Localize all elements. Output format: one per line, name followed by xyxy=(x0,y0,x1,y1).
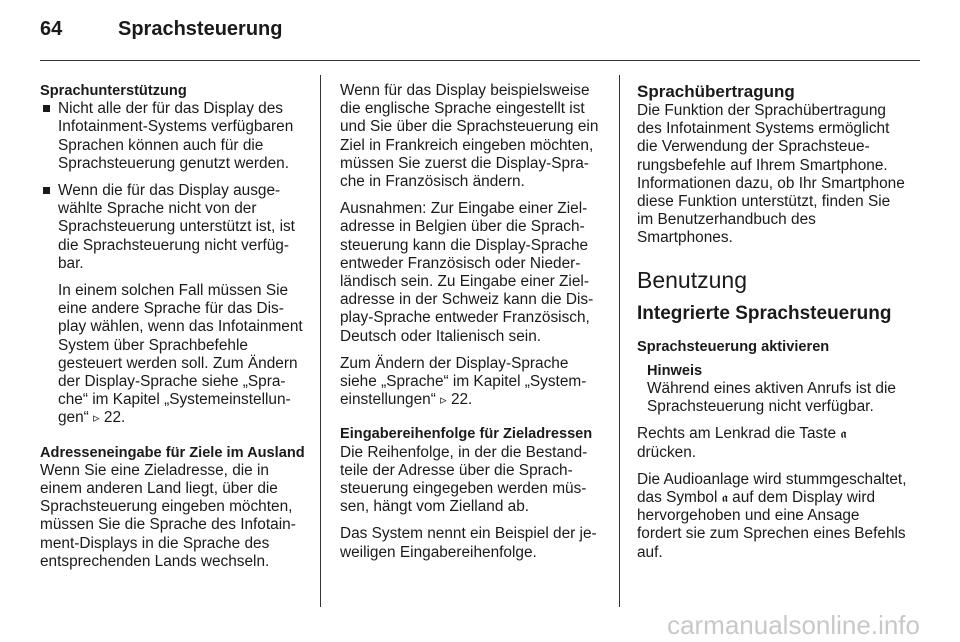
column-divider-1 xyxy=(320,75,321,607)
paragraph-text: Die Audioanlage wird stummgeschaltet, das Symbol xyxy=(637,470,907,507)
voice-control-icon: 𝖆 xyxy=(721,490,728,506)
paragraph: Die Reihenfolge, in der die Bestandteile der Adresse über die Sprachsteuerung eingegeben werden müssen, hängt vom Zielland ab. xyxy=(340,443,588,516)
page-reference[interactable]: 22. xyxy=(450,391,473,409)
paragraph-text: In einem solchen Fall müssen Sie eine andere Sprache für das Display wählen, wenn das Infotainment System über Sprachbefehle gesteuert werden soll. Zum Ändern der Display-Sprache siehe „Sprache“ im Kapitel „Systemeinstellungen“ xyxy=(58,282,303,427)
note-title: Hinweis xyxy=(647,362,703,379)
section-heading-usage: Benutzung xyxy=(637,266,747,293)
note-text: Während eines aktiven Anrufs ist die Sprachsteuerung nicht verfügbar. xyxy=(647,380,896,416)
indented-paragraph xyxy=(40,282,306,428)
column-1 xyxy=(40,82,306,580)
voice-control-icon: 𝖆 xyxy=(840,426,847,442)
paragraph: Ausnahmen: Zur Eingabe einer Zieladresse in Belgien über die Sprachsteuerung kann die Display-Sprache entweder Französisch oder Niederländisch sein. Zu Eingabe einer Zieladresse in der Schweiz kann die Display-Sprache entweder Französisch, Deutsch oder Italienisch sein. xyxy=(340,200,594,345)
section-heading-activate: Sprachsteuerung aktivieren xyxy=(637,338,830,355)
chapter-title: Sprachsteuerung xyxy=(118,18,283,40)
page-header xyxy=(40,18,282,41)
paragraph-text: drücken. xyxy=(637,443,697,461)
column-2 xyxy=(340,82,606,571)
paragraph-text: Zum Ändern der Display-Sprache siehe „Sprache“ im Kapitel „Systemeinstellungen“ xyxy=(340,354,587,409)
section-heading-language-support: Sprachunterstützung xyxy=(40,83,187,99)
paragraph xyxy=(637,425,907,461)
section-heading-foreign-address: Adresseneingabe für Ziele im Ausland xyxy=(40,444,305,461)
header-rule xyxy=(40,60,920,61)
paragraph: Das System nennt ein Beispiel der jeweiligen Eingabereihenfolge. xyxy=(340,525,597,561)
paragraph xyxy=(637,471,907,562)
column-divider-2 xyxy=(619,75,620,607)
column-3 xyxy=(637,82,907,571)
paragraph: Wenn für das Display beispielsweise die englische Sprache eingestellt ist und Sie über die Sprachsteuerung ein Ziel in Frankreich eingeben möchten, müssen Sie zuerst die Display-Sprache in Französisch ändern. xyxy=(340,82,599,191)
page-reference[interactable]: 22. xyxy=(103,409,126,427)
bullet-item xyxy=(40,100,306,173)
paragraph-text: Rechts am Lenkrad die Taste xyxy=(637,425,837,443)
page-reference-icon: ▹ xyxy=(93,410,100,426)
paragraph xyxy=(340,355,606,410)
page-reference-icon: ▹ xyxy=(440,392,447,408)
bullet-text: Wenn die für das Display ausgewählte Sprache nicht von der Sprachsteuerung unterstützt ist, ist die Sprachsteuerung nicht verfügbar. xyxy=(58,182,295,272)
paragraph: Die Funktion der Sprachübertragung des Infotainment Systems ermöglicht die Verwendung der Sprachsteuerungsbefehle auf Ihrem Smartphone. Informationen dazu, ob Ihr Smartphone diese Funktion unterstützt, finden Sie im Benutzerhandbuch des Smartphones. xyxy=(637,102,905,247)
watermark: carmanualsonline.info xyxy=(667,610,920,640)
section-heading-input-order: Eingabereihenfolge für Zieladressen xyxy=(340,426,593,443)
bullet-text: Nicht alle der für das Display des Infotainment-Systems verfügbaren Sprachen können auch für die Sprachsteuerung genutzt werden. xyxy=(58,100,294,172)
section-heading-integrated: Integrierte Sprachsteuerung xyxy=(637,302,892,324)
paragraph: Wenn Sie eine Zieladresse, die in einem anderen Land liegt, über die Sprachsteuerung eingeben möchten, müssen Sie die Sprache des Infotainment-Displays in die Sprache des entsprechenden Lands wechseln. xyxy=(40,461,296,570)
bullet-item xyxy=(40,182,306,273)
paragraph-text: auf dem Display wird hervorgehoben und eine Ansage fordert sie zum Sprechen eines Befehls auf. xyxy=(637,489,906,561)
section-heading-voice-transfer: Sprachübertragung xyxy=(637,82,795,101)
page-number: 64 xyxy=(40,18,63,40)
note-box xyxy=(637,362,907,417)
